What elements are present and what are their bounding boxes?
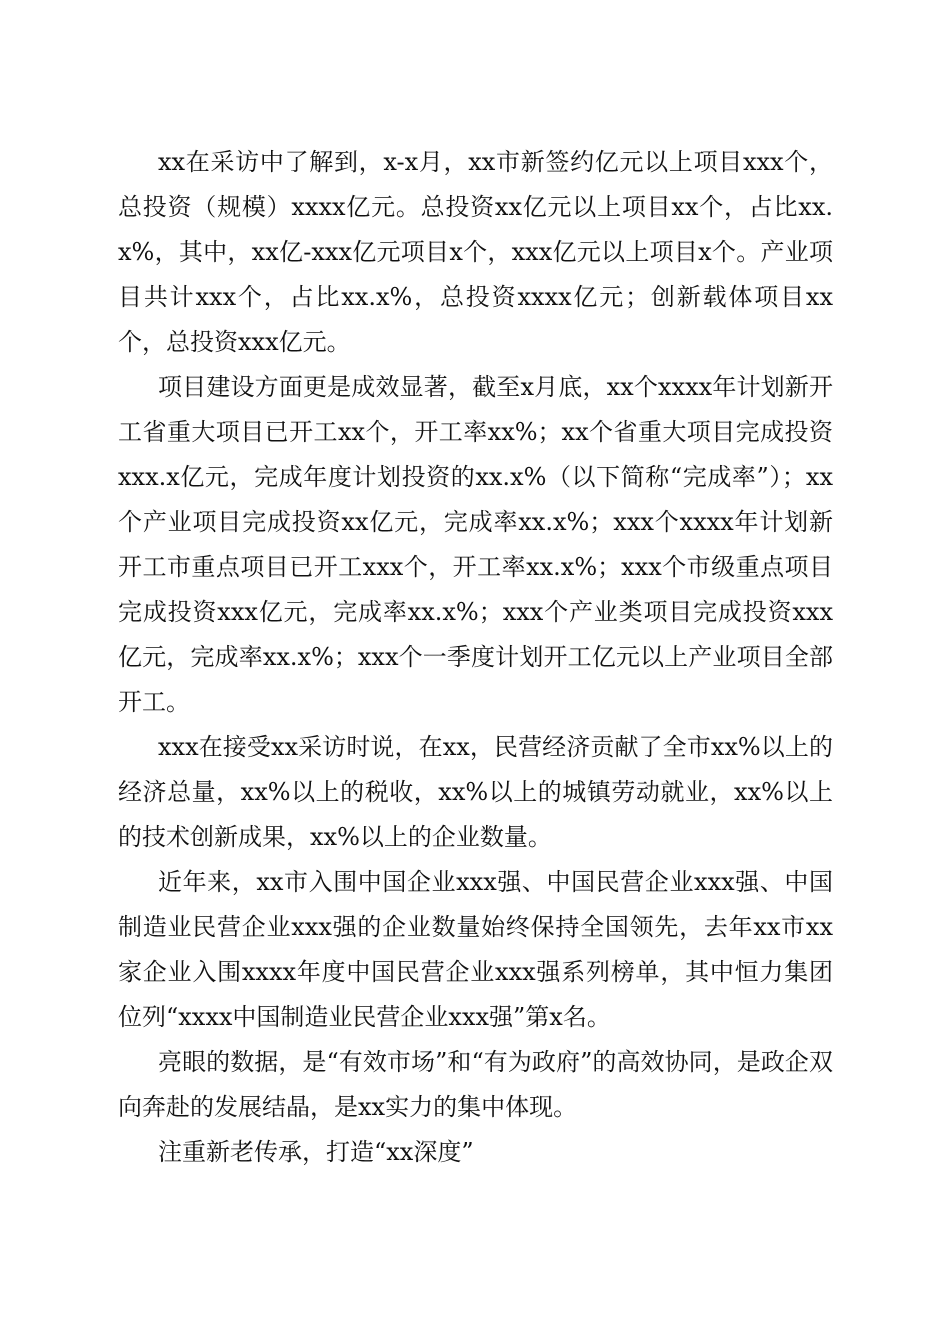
- section-heading: 注重新老传承，打造“xx深度”: [158, 1138, 474, 1166]
- paragraph-highlight-data: 亮眼的数据，是“有效市场”和“有为政府”的高效协同，是政企双向奔赴的发展结晶，是xx实力的集中体现。: [118, 1048, 833, 1121]
- paragraph-top-enterprises: 近年来，xx市入围中国企业xxx强、中国民营企业xxx强、中国制造业民营企业xxx强的企业数量始终保持全国领先，去年xx市xx家企业入围xxxx年度中国民营企业xxx强系列榜单，其中恒力集团位列“xxxx中国制造业民营企业xxx强”第x名。: [118, 868, 833, 1031]
- paragraph-project-construction: 项目建设方面更是成效显著，截至x月底，xx个xxxx年计划新开工省重大项目已开工xx个，开工率xx%；xx个省重大项目完成投资xxx.x亿元，完成年度计划投资的xx.x%（以下简称“完成率”）；xx个产业项目完成投资xx亿元，完成率xx.x%；xxx个xxxx年计划新开工市重点项目已开工xxx个，开工率xx.x%；xxx个市级重点项目完成投资xxx亿元，完成率xx.x%；xxx个产业类项目完成投资xxx亿元，完成率xx.x%；xxx个一季度计划开工亿元以上产业项目全部开工。: [118, 373, 833, 716]
- document-body: [118, 140, 833, 1175]
- paragraph-new-projects: xx在采访中了解到，x-x月，xx市新签约亿元以上项目xxx个，总投资（规模）xxxx亿元。总投资xx亿元以上项目xx个，占比xx.x%，其中，xx亿-xxx亿元项目x个，xxx亿元以上项目x个。产业项目共计xxx个，占比xx.x%，总投资xxxx亿元；创新载体项目xx个，总投资xxx亿元。: [118, 148, 833, 356]
- paragraph-private-economy: xxx在接受xx采访时说，在xx，民营经济贡献了全市xx%以上的经济总量，xx%以上的税收，xx%以上的城镇劳动就业，xx%以上的技术创新成果，xx%以上的企业数量。: [118, 733, 833, 851]
